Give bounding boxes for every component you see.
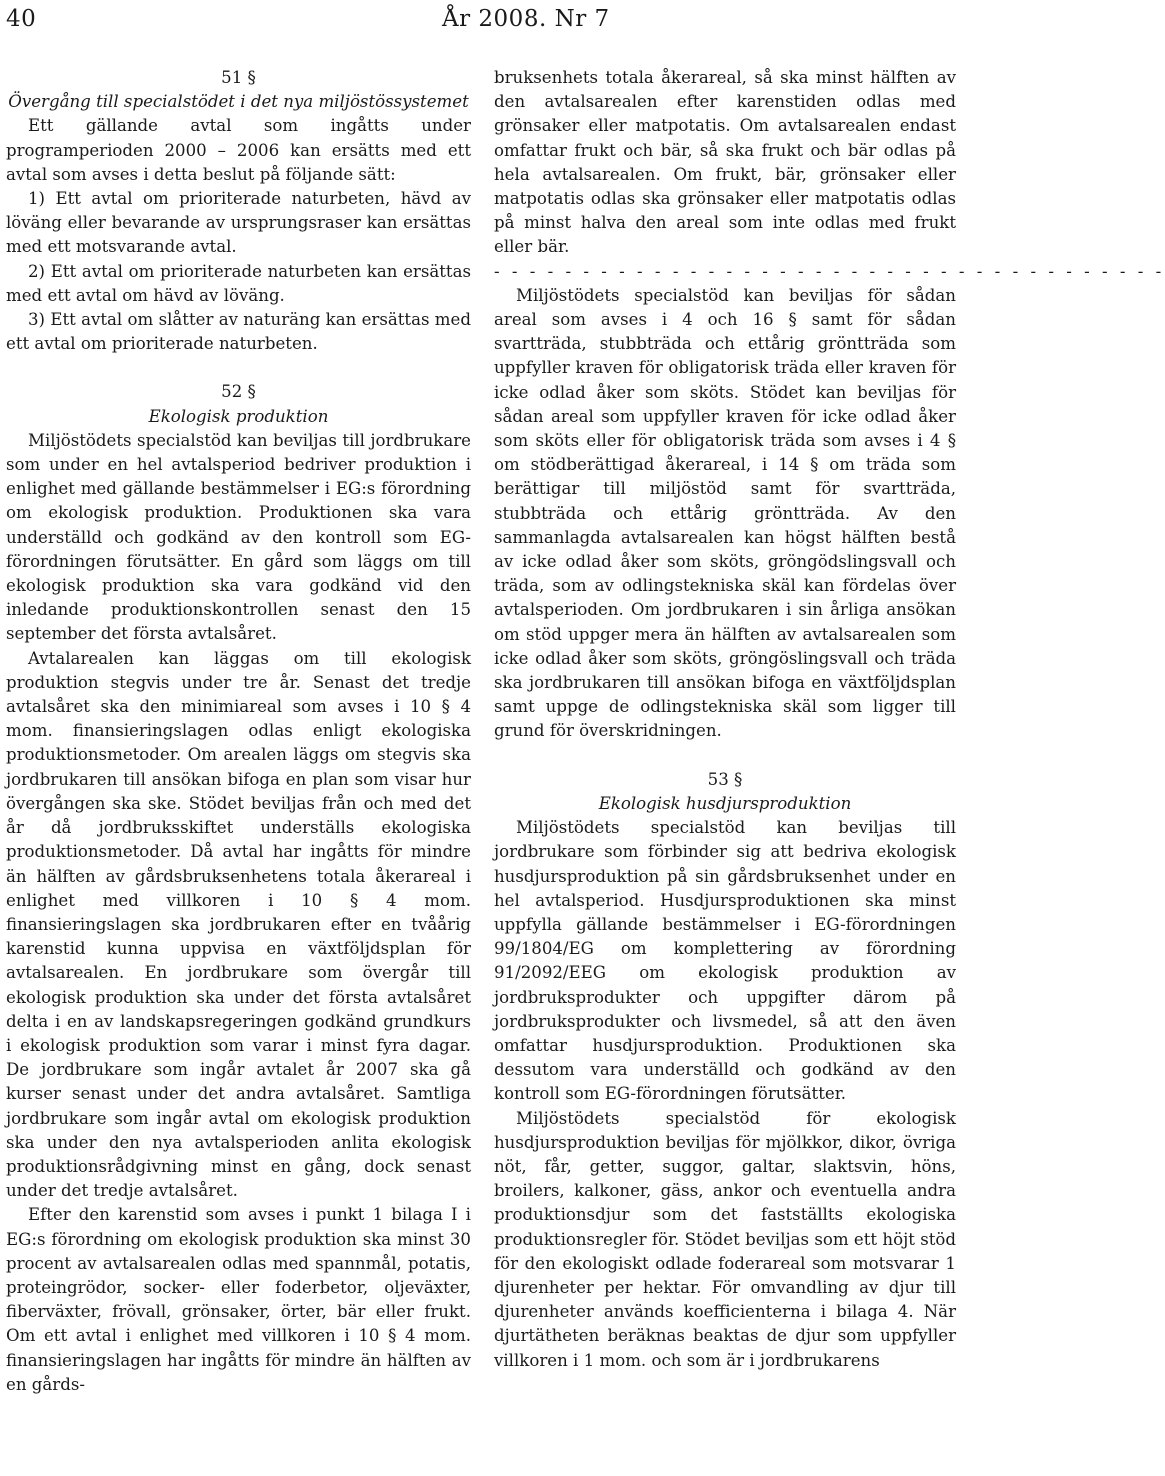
dashed-separator: - - - - - - - - - - - - - - - - - - - - - - - - - - - - - - - - - - - - - -: [494, 261, 1165, 281]
spacer: [6, 356, 471, 380]
right-column: [494, 66, 1165, 1373]
section-51-item-1: 1) Ett avtal om prioriterade naturbeten, hävd av löväng eller bevarande av ursprungsraser kan ersättas med ett motsvarande avtal.: [6, 189, 471, 257]
section-51-number: 51 §: [221, 68, 256, 87]
section-52-title: Ekologisk produktion: [148, 406, 329, 426]
section-52-paragraph-2: Avtalarealen kan läggas om till ekologisk produktion stegvis under tre år. Senast det tredje avtalsåret ska den minimiareal som avses i 10 § 4 mom. finansieringslagen odlas enligt ekologiska produktionsmetoder. Om arealen läggs om stegvis ska jordbrukaren till ansökan bifoga en plan som visar hur övergången ska ske. Stödet beviljas från och med det år då jordbruksskiftet underställs ekologiska produktionsmetoder. Då avtal har ingåtts för mindre än hälften av gårdsbruksenhetens totala åkerareal i enlighet med villkoren i 10 § 4 mom. finansieringslagen ska jordbrukaren efter en tvåårig karenstid kunna uppvisa en växtföljdsplan för avtalsarealen. En jordbrukare som övergår till ekologisk produktion ska under det första avtalsåret delta i en av landskapsregeringen godkänd grundkurs i ekologisk produktion som varar i minst fyra dagar. De jordbrukare som ingår avtalet år 2007 ska gå kurser senast under det andra avtalsåret. Samtliga jordbrukare som ingår avtal om ekologisk produktion ska under den nya avtalsperioden anlita ekologisk produktionsrådgivning minst en gång, dock senast under det tredje avtalsåret.: [6, 648, 471, 1201]
section-52-number: 52 §: [221, 382, 256, 402]
section-51-paragraph-1: Ett gällande avtal som ingåtts under programperioden 2000 – 2006 kan ersätts med ett avtal som avses i detta beslut på följande sätt:: [6, 116, 471, 184]
section-52-paragraph-1: Miljöstödets specialstöd kan beviljas till jordbrukare som under en hel avtalsperiod bedriver produktion i enlighet med gällande bestämmelser i EG:s förordning om ekologisk produktion. Produktionen ska vara underställd och godkänd av den kontroll som EG-förordningen förutsätter. En gård som läggs om till ekologisk produktion ska vara godkänd vid den inledande produktionskontrollen senast den 15 september det första avtalsåret.: [6, 430, 471, 644]
section-51-title: Övergång till specialstödet i det nya miljöstössystemet: [8, 92, 469, 112]
section-53-title: Ekologisk husdjursproduktion: [598, 793, 852, 813]
page-number: 40: [6, 6, 37, 32]
specialstod-paragraph: Miljöstödets specialstöd kan beviljas för sådan areal som avses i 4 och 16 § samt för sådan svartträda, stubbträda och ettårig gröntträda som uppfyller kraven för obligatorisk träda eller kraven för icke odlad åker som sköts. Stödet kan beviljas för sådan areal som uppfyller kraven för icke odlad åker som sköts eller för obligatorisk träda som avses i 4 § om stödberättigad åkerareal, i 14 § om träda som berättigar till miljöstöd samt för svartträda, stubbträda och ettårig gröntträda. Av den sammanlagda avtalsarealen kan högst hälften bestå av icke odlad åker som sköts, gröngödslingsvall och träda, som av odlingstekniska skäl kan fördelas över avtalsperioden. Om jordbrukaren i sin årliga ansökan om stöd uppger mera än hälften av avtalsarealen som icke odlad åker som sköts, gröngöslingsvall och träda ska jordbrukaren till ansökan bifoga en växtföljdsplan samt uppge de odlingstekniska skäl som ligger till grund för överskridningen.: [494, 285, 956, 741]
section-53-number: 53 §: [707, 769, 743, 789]
section-51-item-2: 2) Ett avtal om prioriterade naturbeten kan ersättas med ett avtal om hävd av löväng.: [6, 261, 471, 305]
section-51-item-3: 3) Ett avtal om slåtter av naturäng kan ersättas med ett avtal om prioriterade naturbeten.: [6, 310, 471, 354]
issue-label: År 2008. Nr 7: [442, 6, 610, 32]
spacer: [494, 744, 956, 768]
section-53-paragraph-2: Miljöstödets specialstöd för ekologisk husdjursproduktion beviljas för mjölkkor, dikor, övriga nöt, får, getter, suggor, galtar, slaktsvin, höns, broilers, kalkoner, gäss, ankor och eventuella andra produktionsdjur som det fastställts ekologiska produktionsregler för. Stödet beviljas som ett höjt stöd för den ekologiskt odlade foderareal som motsvarar 1 djurenheter per hektar. För omvandling av djur till djurenheter används koefficienterna i bilaga 4. När djurtätheten beräknas beaktas de djur som uppfyller villkoren i 1 mom. och som är i jordbrukarens: [494, 1108, 956, 1370]
page-header: [0, 0, 960, 40]
section-52-paragraph-3: Efter den karenstid som avses i punkt 1 bilaga I i EG:s förordning om ekologisk produktion ska minst 30 procent av avtalsarealen odlas med spannmål, potatis, proteingrödor, socker- eller foderbetor, oljeväxter, fiberväxter, frövall, grönsaker, örter, bär eller frukt. Om ett avtal i enlighet med villkoren i 10 § 4 mom. finansieringslagen har ingåtts för mindre än hälften av en gårds-: [6, 1205, 471, 1394]
section-53-paragraph-1: Miljöstödets specialstöd kan beviljas till jordbrukare som förbinder sig att bedriva ekologisk husdjursproduktion på sin gårdsbruksenhet under en hel avtalsperiod. Husdjursproduktionen ska minst uppfylla gällande bestämmelser i EG-förordningen 99/1804/EG om komplettering av förordning 91/2092/EEG om ekologisk produktion av jordbruksprodukter och uppgifter därom på jordbruksprodukter och livsmedel, så att den även omfattar husdjursproduktion. Produktionen ska dessutom vara underställd och godkänd av den kontroll som EG-förordningen förutsätter.: [494, 818, 956, 1104]
continued-paragraph: bruksenhets totala åkerareal, så ska minst hälften av den avtalsarealen efter karenstiden odlas med grönsaker eller matpotatis. Om avtalsarealen endast omfattar frukt och bär, så ska frukt och bär odlas på hela avtalsarealen. Om frukt, bär, grönsaker eller matpotatis odlas ska grönsaker eller matpotatis odlas på minst halva den areal som inte odlas med frukt eller bär.: [494, 68, 956, 257]
left-column: [6, 66, 471, 1397]
